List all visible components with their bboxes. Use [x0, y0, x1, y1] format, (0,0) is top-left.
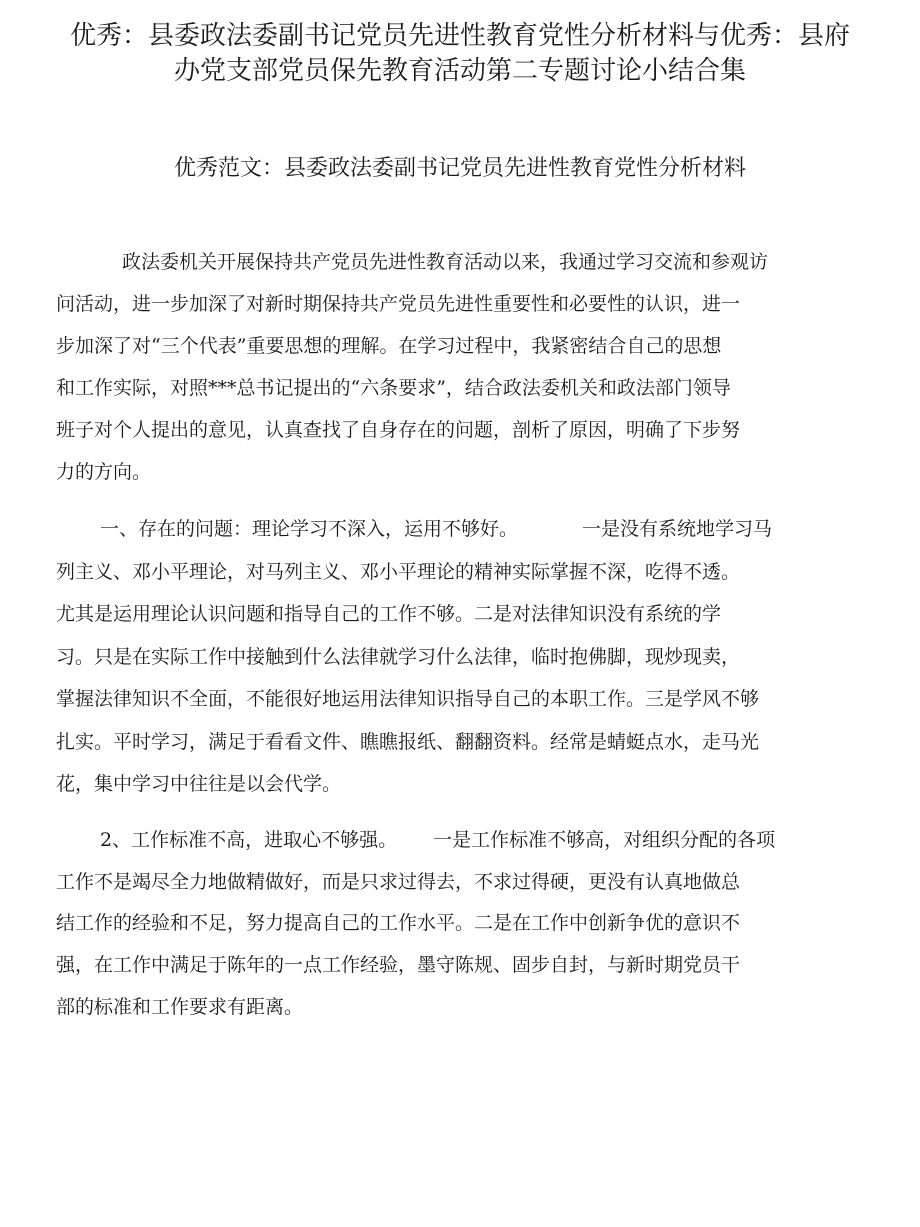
paragraph-3-line-2: 工作不是竭尽全力地做精做好，而是只求过得去，不求过得硬，更没有认真地做总	[56, 871, 741, 893]
paragraph-2-line-5: 掌握法律知识不全面，不能很好地运用法律知识指导自己的本职工作。三是学风不够	[56, 688, 760, 710]
paragraph-2-line-2: 列主义、邓小平理论，对马列主义、邓小平理论的精神实际掌握不深，吃得不透。	[56, 561, 741, 583]
paragraph-2-heading: 一、存在的问题：理论学习不深入，运用不够好。	[100, 518, 519, 540]
paragraph-2-line-1	[100, 516, 772, 542]
paragraph-3-line-1	[100, 827, 775, 853]
paragraph-2-line-7: 花，集中学习中往往是以会代学。	[56, 773, 342, 795]
paragraph-3-heading: 2、工作标准不高，进取心不够强。	[100, 829, 398, 851]
paragraph-1-line-6: 力的方向。	[56, 461, 152, 483]
paragraph-1-line-3: 步加深了对“三个代表”重要思想的理解。在学习过程中，我紧密结合自己的思想	[56, 335, 722, 357]
paragraph-3-first-line-rest: 一是工作标准不够高，对组织分配的各项	[433, 829, 776, 851]
paragraph-3-line-4: 强，在工作中满足于陈年的一点工作经验，墨守陈规、固步自封，与新时期党员干	[56, 954, 741, 976]
paragraph-1-line-1: 政法委机关开展保持共产党员先进性教育活动以来，我通过学习交流和参观访	[122, 251, 769, 273]
paragraph-3-line-3: 结工作的经验和不足，努力提高自己的工作水平。二是在工作中创新争优的意识不	[56, 912, 741, 934]
paragraph-2-first-line-rest: 一是没有系统地学习马	[582, 518, 773, 540]
paragraph-2-line-3: 尤其是运用理论认识问题和指导自己的工作不够。二是对法律知识没有系统的学	[56, 603, 722, 625]
paragraph-1-line-4: 和工作实际，对照***总书记提出的“六条要求”，结合政法委机关和政法部门领导	[56, 377, 731, 399]
section-title: 优秀范文：县委政法委副书记党员先进性教育党性分析材料	[173, 156, 746, 181]
paragraph-1-line-2: 问活动，进一步加深了对新时期保持共产党员先进性重要性和必要性的认识，进一	[56, 293, 741, 315]
paragraph-2-line-6: 扎实。平时学习，满足于看看文件、瞧瞧报纸、翻翻资料。经常是蜻蜓点水，走马光	[56, 731, 760, 753]
document-title-line-2: 办党支部党员保先教育活动第二专题讨论小结合集	[173, 56, 746, 86]
paragraph-2-line-4: 习。只是在实际工作中接触到什么法律就学习什么法律，临时抱佛脚，现炒现卖，	[56, 646, 741, 668]
document-title	[40, 19, 880, 89]
paragraph-3-line-5: 部的标准和工作要求有距离。	[56, 996, 304, 1018]
document-title-line-1: 优秀：县委政法委副书记党员先进性教育党性分析材料与优秀：县府	[69, 21, 850, 51]
paragraph-1-line-5: 班子对个人提出的意见，认真查找了自身存在的问题，剖析了原因，明确了下步努	[56, 419, 741, 441]
